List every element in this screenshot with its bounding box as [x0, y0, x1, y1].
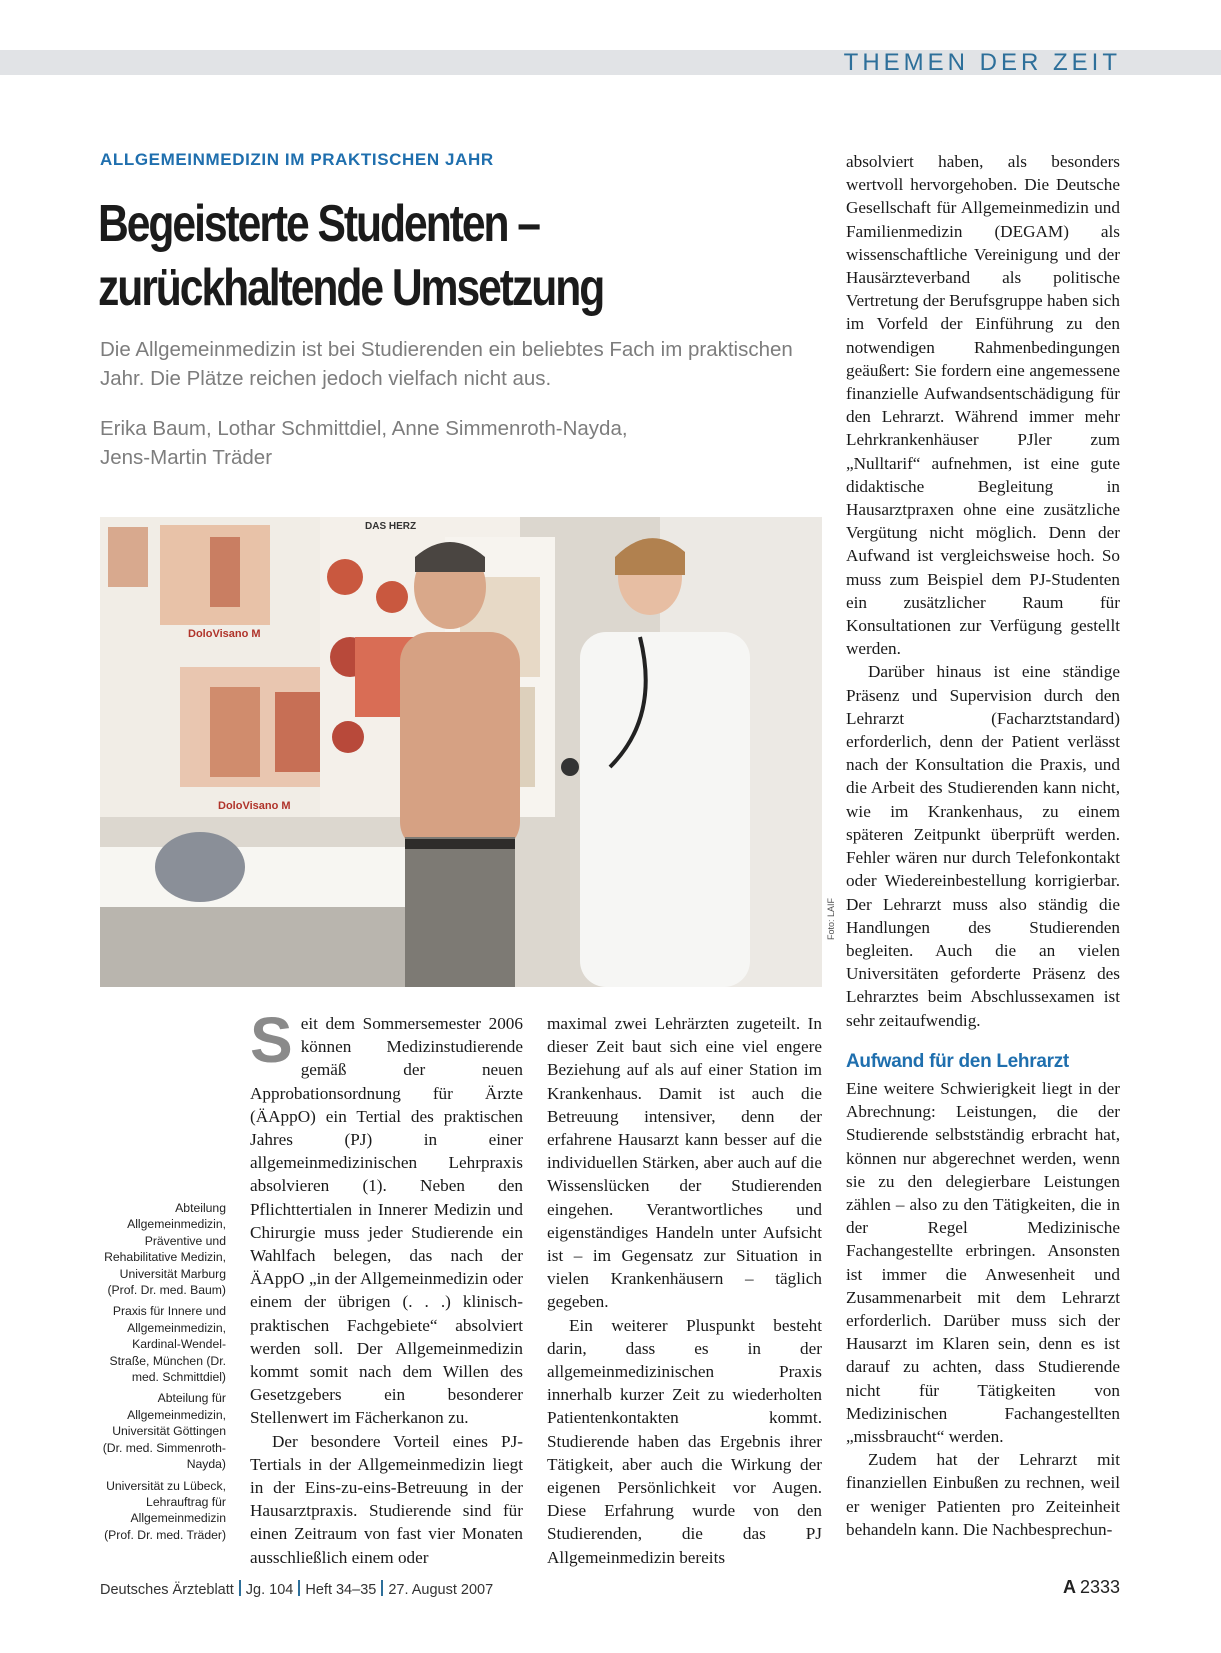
footer-separator	[381, 1580, 383, 1596]
article-authors	[100, 414, 800, 472]
headline-line-1: Begeisterte Studenten –	[98, 195, 539, 253]
affiliation-item: Praxis für Innere und Allgemeinmedizin, Kardinal-Wendel-Straße, München (Dr. med. Schmittdiel)	[109, 1304, 226, 1385]
body-paragraph: Eine weitere Schwierigkeit liegt in der Abrechnung: Leistungen, die der Studierende selbstständig erbracht hat, können nur abgerechnet werden, wenn sie zu den delegierbare Leistungen zählen – also zu den Tätigkeiten, die in der Regel Medizinische Fachangestellte erbringen. Ansonsten ist immer die Anwesenheit und Zusammenarbeit mit dem Lehrarzt erforderlich. Darüber muss sich der Hausarzt im Klaren sein, denn es ist darauf zu achten, dass Studierende nicht für Tätigkeiten von Medizinischen Fachangestellten „missbraucht“ werden.	[846, 1078, 1120, 1446]
section-label: THEMEN DER ZEIT	[843, 49, 1121, 76]
page-number	[1063, 1577, 1120, 1598]
journal-issue: Heft 34–35	[305, 1582, 377, 1598]
author-affiliations	[100, 1200, 226, 1548]
page-number-value: 2333	[1079, 1577, 1120, 1597]
authors-line-1: Erika Baum, Lothar Schmittdiel, Anne Simmenroth-Nayda,	[100, 417, 628, 440]
body-paragraph: Zudem hat der Lehrarzt mit finanziellen Einbußen zu rechnen, weil er weniger Patienten pro Zeiteinheit behandeln kann. Die Nachbesprechun-	[846, 1450, 1120, 1539]
poster-brand-1: DoloVisano M	[188, 628, 261, 640]
poster-title: DAS HERZ	[365, 521, 417, 532]
page-prefix: A	[1062, 1577, 1076, 1597]
affiliation-item: Abteilung für Allgemeinmedizin, Universität Göttingen (Dr. med. Simmenroth-Nayda)	[102, 1391, 226, 1472]
journal-date: 27. August 2007	[388, 1582, 494, 1598]
footer-separator	[239, 1580, 241, 1596]
footer-separator	[298, 1580, 300, 1596]
body-paragraph: Darüber hinaus ist eine ständige Präsenz und Supervision durch den Lehrarzt (Facharztstandard) erforderlich, denn der Patient verlässt nach der Konsultation die Praxis, und die Arbeit des Studierenden kann nicht, wie im Krankenhaus, zu einem späteren Zeitpunkt überprüft werden. Fehler wären nur durch Telefonkontakt oder Wiedereinbestellung korrigierbar. Der Lehrarzt muss also ständig die Handlungen des Studierenden begleiten. Auch die an vielen Universitäten geforderte Präsenz des Lehrarztes beim Abschlussexamen ist sehr zeitaufwendig.	[846, 662, 1120, 1030]
body-paragraph: Der besondere Vorteil eines PJ-Tertials in der Allgemeinmedizin liegt in der Eins-zu-eins-Betreuung in der Hausarztpraxis. Studierende sind für einen Zeitraum von fast vier Monaten ausschließlich einem oder	[250, 1431, 523, 1567]
page-footer	[100, 1580, 1120, 1598]
body-column-2	[547, 1012, 822, 1569]
body-column-1	[250, 1004, 523, 1569]
authors-line-2: Jens-Martin Träder	[100, 446, 273, 469]
article-deck: Die Allgemeinmedizin ist bei Studierenden ein beliebtes Fach im praktischen Jahr. Die Plätze reichen jedoch vielfach nicht aus.	[100, 338, 793, 390]
poster-brand-2: DoloVisano M	[218, 800, 291, 812]
article-headline	[98, 192, 672, 320]
article-photo	[100, 517, 822, 987]
body-paragraph: maximal zwei Lehrärzten zugeteilt. In dieser Zeit baut sich eine viel engere Beziehung auf als auf einer Station im Krankenhaus. Damit ist auch die Betreuung intensiver, denn der erfahrene Hausarzt kann besser auf die individuellen Stärken, aber auch auf die Wissenslücken der Studierenden eingehen. Verantwortliches und eigenständiges Handeln unter Aufsicht ist – im Gegensatz zur Situation in vielen Krankenhäusern – täglich gegeben.	[547, 1014, 822, 1312]
affiliation-item: Universität zu Lübeck, Lehrauftrag für Allgemeinmedizin (Prof. Dr. med. Träder)	[104, 1478, 226, 1542]
article-kicker: ALLGEMEINMEDIZIN IM PRAKTISCHEN JAHR	[100, 150, 494, 169]
body-column-3	[846, 150, 1120, 1541]
photo-credit: Foto: LAIF	[826, 897, 836, 940]
body-paragraph: absolviert haben, als besonders wertvoll hervorgehoben. Die Deutsche Gesellschaft für Allgemeinmedizin und Familienmedizin (DEGAM) als wissenschaftliche Vereinigung und der Hausärzteverband als politische Vertretung der Berufsgruppe haben sich im Vorfeld der Einführung zu den notwendigen Rahmenbedingungen geäußert: Sie fordern eine angemessene finanzielle Aufwandsentschädigung für den Lehrarzt. Während immer mehr Lehrkrankenhäuser PJler zum „Nulltarif“ aufnehmen, ist eine gute didaktische Begleitung in Hausarztpraxen ohne eine zusätzliche Vergütung nicht möglich. Denn der Aufwand ist vergleichsweise hoch. So muss zum Beispiel dem PJ-Studenten ein zusätzlicher Raum für Konsultationen zur Verfügung gestellt werden.	[846, 152, 1120, 659]
affiliation-item: Abteilung Allgemeinmedizin, Präventive und Rehabilitative Medizin, Universität Marburg (Prof. Dr. med. Baum)	[104, 1201, 226, 1298]
body-paragraph: eit dem Sommersemester 2006 können Medizinstudierende gemäß der neuen Approbationsordnung für Ärzte (ÄAppO) ein Tertial des praktischen Jahres (PJ) in einer allgemeinmedizinischen Lehrpraxis absolvieren (1). Neben den Pflichttertialen in Innerer Medizin und Chirurgie muss jeder Studierende ein Wahlfach belegen, das nach der ÄAppO „in der Allgemeinmedizin oder einem der übrigen (. . .) klinisch-praktischen Fachgebiete“ absolviert werden soll. Der Allgemeinmedizin kommt somit nach dem Willen des Gesetzgebers ein besonderer Stellenwert im Fächerkanon zu.	[250, 1014, 523, 1428]
photo-illustration	[100, 517, 822, 987]
journal-volume: Jg. 104	[245, 1582, 294, 1598]
journal-name: Deutsches Ärzteblatt	[100, 1582, 234, 1598]
body-paragraph: Ein weiterer Pluspunkt besteht darin, dass es in der allgemeinmedizinischen Praxis innerhalb kurzer Zeit zu wiederholten Patientenkontakten kommt. Studierende haben das Ergebnis ihrer Tätigkeit, aber auch die Wirkung der eigenen Persönlichkeit vor Augen. Diese Erfahrung wurde von den Studierenden, die das PJ Allgemeinmedizin bereits	[547, 1315, 822, 1567]
section-subheading: Aufwand für den Lehrarzt	[846, 1050, 1069, 1072]
drop-cap: S	[250, 1004, 293, 1076]
headline-line-2: zurückhaltende Umsetzung	[98, 259, 604, 317]
